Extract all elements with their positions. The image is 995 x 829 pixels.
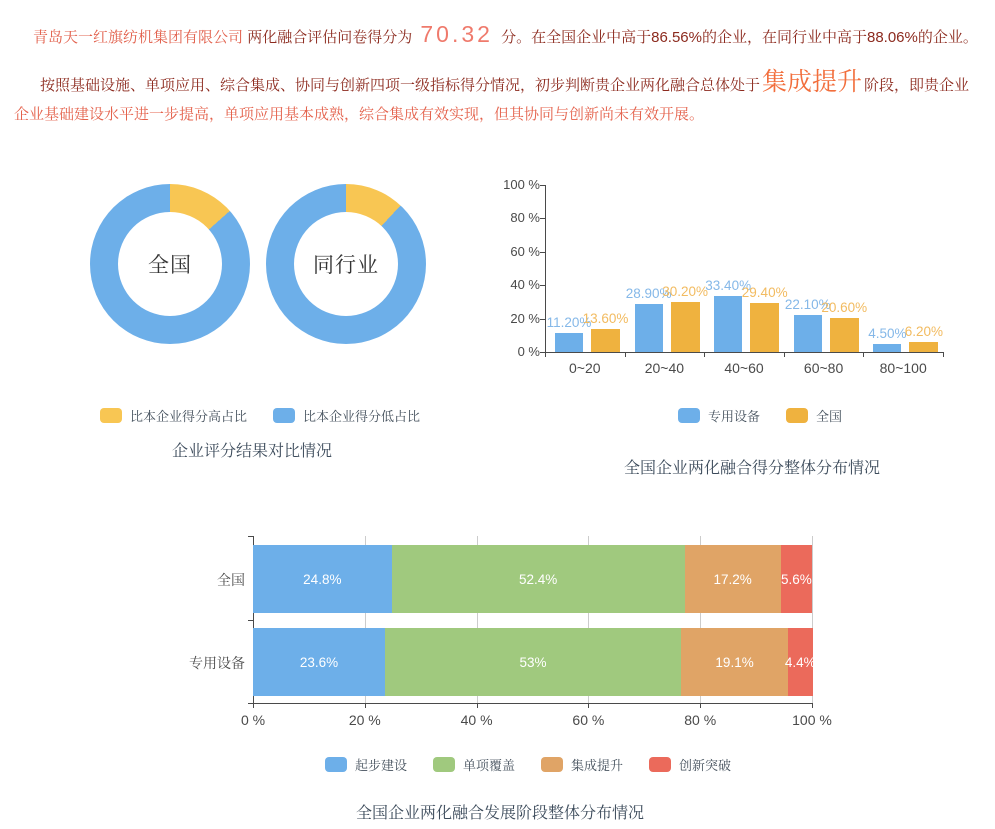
donut-industry[interactable] xyxy=(266,184,426,344)
donut-legend xyxy=(100,406,446,425)
x-axis-line xyxy=(545,352,944,353)
score-suffix: 分。在全国企业中高于86.56%的企业，在同行业中高于88.06%的企业。 xyxy=(501,29,978,46)
x-tick-label: 60 % xyxy=(572,712,605,728)
donut-chart-title: 企业评分结果对比情况 xyxy=(171,443,333,460)
stacked-chart-canvas xyxy=(190,533,870,733)
x-axis-line xyxy=(253,703,813,704)
y-tick-label: 40 % xyxy=(510,277,540,293)
score-value: 70.32 xyxy=(420,21,493,47)
bar-legend-item[interactable] xyxy=(786,406,842,425)
segment-value-label: 52.4% xyxy=(518,571,558,587)
donut-legend-swatch xyxy=(100,408,122,423)
x-tickmark xyxy=(704,352,705,357)
segment-单项覆盖-专用设备[interactable] xyxy=(385,628,681,696)
x-tick-label: 0 % xyxy=(240,712,266,728)
x-tickmark xyxy=(784,352,785,357)
donut-legend-label: 比本企业得分低占比 xyxy=(303,409,421,424)
segment-value-label: 17.2% xyxy=(713,571,752,587)
bar-value-label: 13.60% xyxy=(582,311,629,327)
segment-value-label: 53% xyxy=(519,654,547,670)
x-tick-label: 80 % xyxy=(684,712,717,728)
row-label-专用设备: 专用设备 xyxy=(189,655,245,671)
x-tick-label: 40 % xyxy=(460,712,493,728)
donut-legend-item[interactable] xyxy=(273,406,420,425)
segment-起步建设-专用设备[interactable] xyxy=(253,628,385,696)
donut-legend-item[interactable] xyxy=(100,406,247,425)
x-tickmark xyxy=(863,352,864,357)
x-category-label: 20~40 xyxy=(644,360,685,376)
donut-hole xyxy=(118,212,222,316)
bar-value-label: 33.40% xyxy=(705,278,752,294)
y-tickmark xyxy=(540,285,545,286)
bar-全国-40~60[interactable] xyxy=(750,303,779,352)
y-tickmark xyxy=(540,252,545,253)
bar-value-label: 6.20% xyxy=(904,323,944,339)
stacked-legend-swatch xyxy=(433,757,455,772)
x-tickmark xyxy=(545,352,546,357)
segment-创新突破-全国[interactable] xyxy=(781,545,812,613)
x-tickmark xyxy=(365,703,366,708)
company-name: 青岛天一红旗纺机集团有限公司 xyxy=(33,29,244,46)
stacked-legend-swatch xyxy=(541,757,563,772)
stacked-legend-swatch xyxy=(325,757,347,772)
x-tick-label: 100 % xyxy=(792,712,832,728)
segment-单项覆盖-全国[interactable] xyxy=(392,545,685,613)
bar-legend-swatch xyxy=(786,408,808,423)
bar-全国-80~100[interactable] xyxy=(909,342,938,352)
donut-national[interactable] xyxy=(90,184,250,344)
segment-value-label: 24.8% xyxy=(303,571,342,587)
y-tickmark xyxy=(248,536,253,537)
bar-value-label: 28.90% xyxy=(625,285,672,301)
donut-hole xyxy=(294,212,398,316)
bar-专用设备-40~60[interactable] xyxy=(714,296,742,352)
x-tickmark xyxy=(253,703,254,708)
bar-chart-canvas xyxy=(500,178,970,383)
bar-全国-60~80[interactable] xyxy=(830,318,859,352)
bar-value-label: 11.20% xyxy=(546,315,592,331)
segment-创新突破-专用设备[interactable] xyxy=(784,628,816,696)
bar-legend-label: 专用设备 xyxy=(708,409,761,424)
y-tickmark xyxy=(540,319,545,320)
x-category-label: 80~100 xyxy=(879,360,927,376)
stacked-legend-item[interactable] xyxy=(325,755,407,774)
segment-集成提升-专用设备[interactable] xyxy=(681,628,788,696)
bar-专用设备-80~100[interactable] xyxy=(873,344,901,352)
x-tickmark xyxy=(812,703,813,708)
y-tickmark xyxy=(248,620,253,621)
row-label-全国: 全国 xyxy=(217,572,245,588)
bar-全国-20~40[interactable] xyxy=(671,302,700,352)
segment-起步建设-全国[interactable] xyxy=(253,545,392,613)
donut-legend-label: 比本企业得分高占比 xyxy=(130,409,248,424)
bar-legend-label: 全国 xyxy=(816,409,843,424)
stacked-legend-label: 起步建设 xyxy=(355,758,408,773)
x-category-label: 0~20 xyxy=(569,360,601,376)
stacked-legend-item[interactable] xyxy=(433,755,515,774)
stacked-chart-title: 全国企业两化融合发展阶段整体分布情况 xyxy=(355,805,645,822)
x-tick-label: 20 % xyxy=(348,712,381,728)
stage-text-mid: 阶段，即贵企业 xyxy=(864,77,970,94)
segment-value-label: 19.1% xyxy=(715,654,754,670)
stage-name: 集成提升 xyxy=(762,68,863,96)
x-category-label: 60~80 xyxy=(803,360,844,376)
x-category-label: 40~60 xyxy=(724,360,764,376)
y-tick-label: 100 % xyxy=(503,177,540,192)
stage-text-lead: 按照基础设施、单项应用、综合集成、协同与创新四项一级指标得分情况，初步判断贵企业两化融合总体处于 xyxy=(40,77,761,94)
bar-value-label: 20.60% xyxy=(821,299,868,315)
stacked-legend-item[interactable] xyxy=(541,755,623,774)
bar-value-label: 30.20% xyxy=(662,283,708,299)
stage-text-tail: 企业基础建设水平进一步提高，单项应用基本成熟，综合集成有效实现，但其协同与创新尚未有效开展。 xyxy=(14,106,705,123)
stacked-legend-swatch xyxy=(649,757,671,772)
x-tickmark xyxy=(588,703,589,708)
bar-专用设备-0~20[interactable] xyxy=(555,333,583,352)
stacked-legend-label: 创新突破 xyxy=(679,758,732,773)
y-tick-label: 60 % xyxy=(510,243,540,259)
segment-value-label: 4.4% xyxy=(784,654,816,670)
segment-集成提升-全国[interactable] xyxy=(685,545,781,613)
donut-legend-swatch xyxy=(273,408,295,423)
x-tickmark xyxy=(700,703,701,708)
bar-value-label: 22.10% xyxy=(784,297,831,313)
x-tickmark xyxy=(943,352,944,357)
stage-judgement-paragraph xyxy=(14,68,982,129)
y-tick-label: 0 % xyxy=(517,344,540,359)
bar-专用设备-60~80[interactable] xyxy=(794,315,822,352)
donut-center-label: 全国 xyxy=(148,254,192,277)
score-summary-paragraph xyxy=(33,18,983,54)
y-tickmark xyxy=(540,218,545,219)
donut-center-label: 同行业 xyxy=(313,254,379,277)
bar-value-label: 4.50% xyxy=(868,326,907,342)
y-tick-label: 80 % xyxy=(510,210,540,226)
segment-value-label: 5.6% xyxy=(780,571,812,587)
stacked-legend-label: 单项覆盖 xyxy=(463,758,516,773)
stacked-chart-legend xyxy=(325,755,757,774)
stacked-legend-item[interactable] xyxy=(649,755,731,774)
bar-chart-legend xyxy=(678,406,868,425)
bar-全国-0~20[interactable] xyxy=(591,329,620,352)
bar-chart-title: 全国企业两化融合得分整体分布情况 xyxy=(623,460,881,477)
stacked-legend-label: 集成提升 xyxy=(571,758,624,773)
y-tickmark xyxy=(540,185,545,186)
bar-专用设备-20~40[interactable] xyxy=(635,304,663,352)
x-tickmark xyxy=(477,703,478,708)
bar-value-label: 29.40% xyxy=(741,284,788,300)
bar-legend-swatch xyxy=(678,408,700,423)
segment-value-label: 23.6% xyxy=(299,654,339,670)
x-tickmark xyxy=(625,352,626,357)
bar-legend-item[interactable] xyxy=(678,406,760,425)
score-prefix: 两化融合评估问卷得分为 xyxy=(247,29,413,46)
y-tick-label: 20 % xyxy=(510,310,540,326)
